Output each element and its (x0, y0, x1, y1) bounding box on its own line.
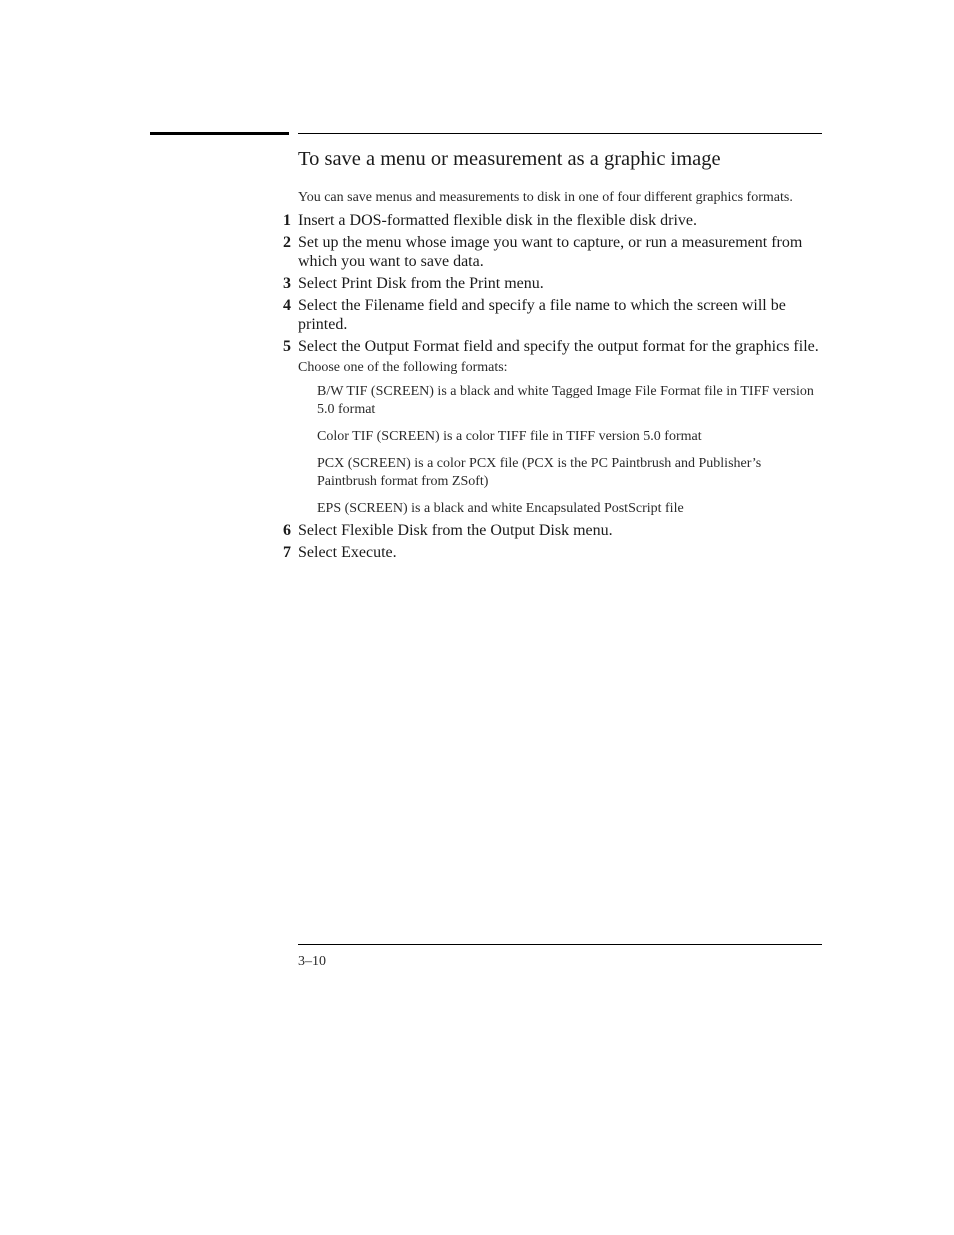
step-number: 5 (283, 338, 291, 355)
step-item (283, 274, 822, 293)
step-item (283, 296, 822, 334)
step-item-with-formats (283, 337, 822, 518)
step-number: 2 (283, 234, 291, 251)
step-text: Select Flexible Disk from the Output Disk menu. (298, 522, 613, 539)
format-item-bw-tif: B/W TIF (SCREEN) is a black and white Tagged Image File Format file in TIFF version 5.0 format (317, 384, 814, 417)
section-content (283, 188, 822, 565)
step-item (283, 211, 822, 230)
step-text: Insert a DOS-formatted flexible disk in the flexible disk drive. (298, 212, 698, 229)
step-number: 7 (283, 544, 291, 561)
intro-paragraph: You can save menus and measurements to disk in one of four different graphics formats. (298, 190, 793, 205)
step-text: Select the Output Format field and specify the output format for the graphics file. (298, 338, 819, 355)
step-text: Select the Filename field and specify a file name to which the screen will be printed. (298, 297, 786, 333)
step-item (283, 521, 822, 540)
step-text: Select Execute. (298, 544, 397, 561)
step-number: 4 (283, 297, 291, 314)
formats-list (317, 383, 822, 518)
format-item-eps: EPS (SCREEN) is a black and white Encapsulated PostScript file (317, 501, 684, 516)
step-text: Select Print Disk from the Print menu. (298, 275, 544, 292)
steps-list (283, 211, 822, 562)
footer-rule (298, 944, 822, 945)
step-number: 6 (283, 522, 291, 539)
format-item-color-tif: Color TIF (SCREEN) is a color TIFF file in TIFF version 5.0 format (317, 429, 702, 444)
step-text: Set up the menu whose image you want to capture, or run a measurement from which you want to save data. (298, 234, 803, 270)
section-title: To save a menu or measurement as a graphic image (298, 148, 721, 170)
step-item (283, 543, 822, 562)
step-number: 3 (283, 275, 291, 292)
step-number: 1 (283, 212, 291, 229)
format-item-pcx: PCX (SCREEN) is a color PCX file (PCX is the PC Paintbrush and Publisher’s Paintbrush format from ZSoft) (317, 456, 762, 489)
step-item (283, 233, 822, 271)
section-rule-thick (150, 132, 289, 135)
page-number: 3–10 (298, 954, 326, 969)
choose-formats-text: Choose one of the following formats: (298, 360, 508, 375)
section-rule-top (298, 133, 822, 134)
